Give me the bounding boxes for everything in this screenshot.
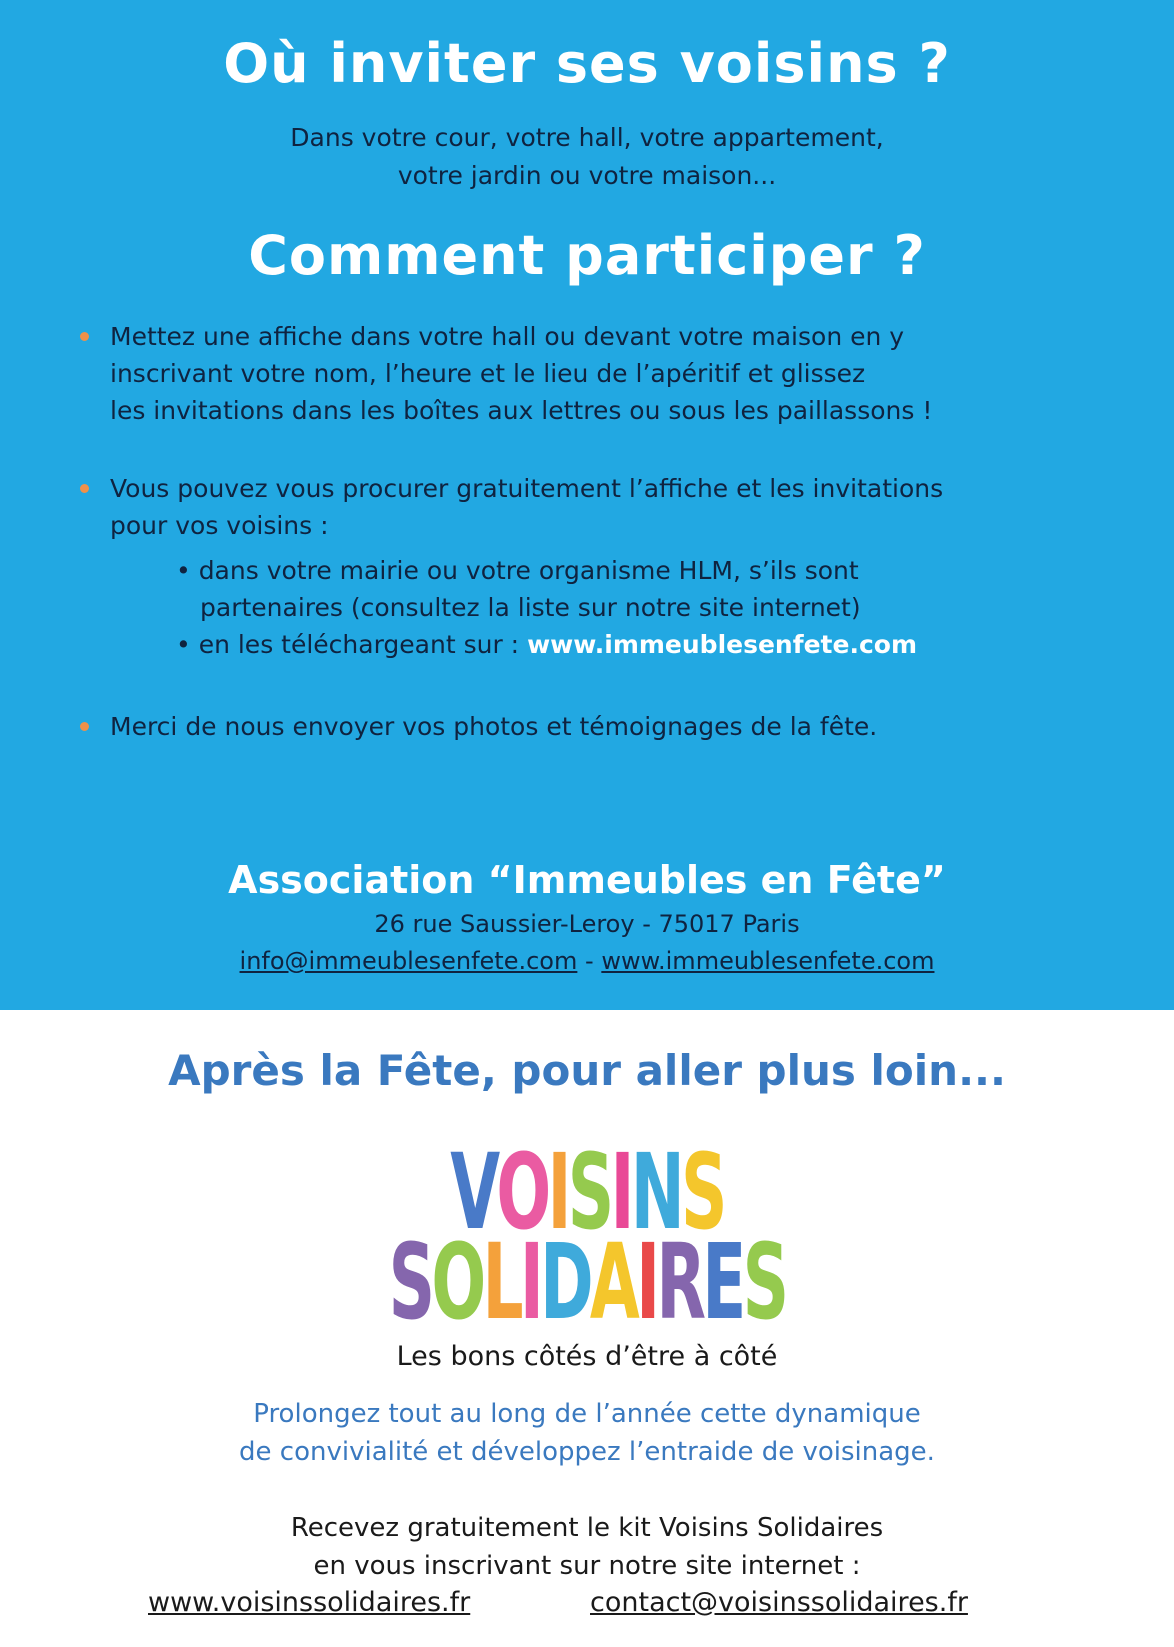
logo-letter: S [681,1131,724,1253]
logo-letter: S [742,1221,786,1343]
contact-separator: - [585,947,594,975]
sub-item-mairie-cont: partenaires (consultez la liste sur notre site internet) [200,593,861,622]
bullet-free-poster [80,470,1140,550]
bullet-photos [80,708,1140,748]
bullet-dot [80,484,89,493]
kit-line-1: Recevez gratuitement le kit Voisins Solidaires [290,1513,884,1543]
bullet-poster [80,318,1140,438]
logo-letter: I [610,1131,631,1253]
bullet-dot [80,722,89,731]
sub-item-mairie: • dans votre mairie ou votre organisme HLM, s’ils sont [176,556,859,585]
logo-letter: D [540,1221,590,1343]
where-line-2: votre jardin ou votre maison... [397,161,777,190]
heading-how-participate: Comment participer ? [248,224,926,287]
association-website-link[interactable]: www.immeublesenfete.com [601,947,935,975]
logo-letter: S [388,1221,432,1343]
logo-letter: I [636,1221,657,1343]
logo-tagline: Les bons côtés d’être à côté [396,1341,778,1372]
dynamic-line-2: de convivialité et développez l’entraide de voisinage. [239,1437,935,1467]
logo-letter: O [431,1221,483,1343]
bullet-photos-text: Merci de nous envoyer vos photos et témoignages de la fête. [110,712,878,741]
kit-line-2: en vous inscrivant sur notre site internet : [313,1551,861,1581]
bullet-poster-line-1: Mettez une affiche dans votre hall ou devant votre maison en y [110,322,905,351]
association-email-link[interactable]: info@immeublesenfete.com [239,947,578,975]
logo-letter: E [702,1221,743,1343]
bullet-free-line-1: Vous pouvez vous procurer gratuitement l’affiche et les invitations [110,474,944,503]
logo-letter: L [482,1221,520,1343]
bullet-dot [80,332,89,341]
logo-letter: A [589,1221,637,1343]
where-line-1: Dans votre cour, votre hall, votre appartement, [290,123,884,152]
logo-letter: I [547,1131,568,1253]
logo-letter: I [519,1221,541,1343]
bullet-poster-line-3: les invitations dans les boîtes aux lettres ou sous les paillassons ! [110,396,933,425]
after-heading: Après la Fête, pour aller plus loin... [168,1046,1006,1095]
association-address: 26 rue Saussier-Leroy - 75017 Paris [374,910,800,938]
logo-solidaires-text [388,1221,786,1343]
sub-item-download-label: • en les téléchargeant sur : [176,630,520,659]
download-url-link[interactable]: www.immeublesenfete.com [527,630,918,659]
logo-solidaires [223,1221,951,1343]
logo-letter: S [567,1131,611,1253]
logo-letter: N [630,1131,682,1253]
association-contacts [0,944,1174,978]
voisins-website-link[interactable]: www.voisinssolidaires.fr [148,1587,471,1618]
bullet-poster-line-2: inscrivant votre nom, l’heure et le lieu de l’apéritif et glissez [110,359,866,388]
sub-item-download [176,626,917,663]
bullet-free-line-2: pour vos voisins : [110,511,329,540]
logo-letter: V [450,1131,497,1253]
dynamic-line-1: Prolongez tout au long de l’année cette dynamique [253,1399,921,1429]
heading-where-invite: Où inviter ses voisins ? [223,32,951,95]
logo-letter: R [656,1221,703,1343]
voisins-email-link[interactable]: contact@voisinssolidaires.fr [590,1587,968,1618]
logo-letter: O [496,1131,548,1253]
association-name: Association “Immeubles en Fête” [228,858,946,902]
